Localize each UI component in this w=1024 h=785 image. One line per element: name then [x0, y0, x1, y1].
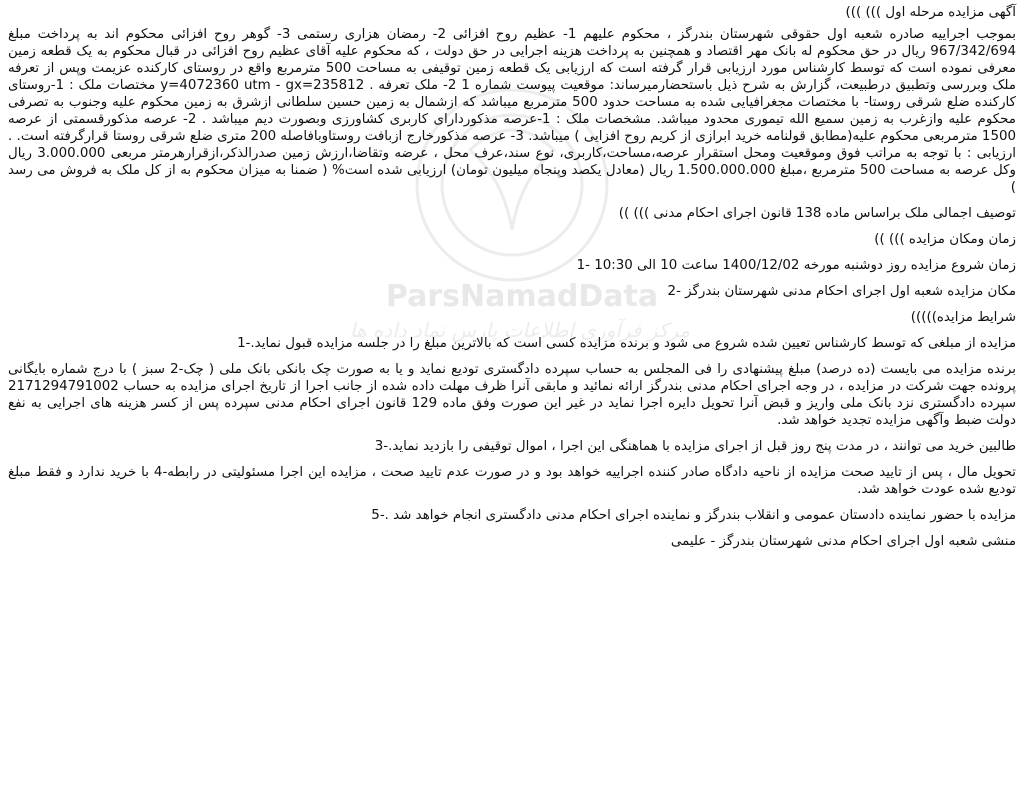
paragraph-condition-4: تحویل مال ، پس از تایید صحت مزایده از ناحیه دادگاه صادر کننده اجراییه خواهد بود و در صورت عدم تایید صحت ، مزایده این اجرا مسئولیتی در رابطه-4 با خرید ندارد و فقط مبلغ تودیع شده عودت خواهد شد.	[8, 465, 1016, 497]
watermark-tagline: مرکز فرآوری اطلاعات پارس نماد داده ها	[349, 318, 691, 342]
notice-title: آگهی مزایده مرحله اول ))) )))	[845, 5, 1016, 20]
paragraph-intro: بموجب اجراییه صادره شعبه اول حقوقی شهرستان بندرگز ، محکوم علیهم 1- عظیم روح افزائی 2- رمضان هزاری رستمی 3- گوهر روح افزائی محکوم اند به پرداخت مبلغ 967/342/694 ریال در حق محکوم له بانک مهر اقتصاد و همچنین به پرداخت هزینه اجرایی در حق دولت ، که محکوم علیه آقای عظیم روح افزائی در قبال محکوم به یک قطعه زمین معرفی نموده است که توسط کارشناس مورد ارزیابی قرار گرفته است که ارزیابی یک قطعه زمین توقیفی به مساحت 500 مترمربع واقع در روستای کارکنده عزیمت وپس از تعرفه ملک وبررسی وتطبیق درطبیعت، گزارش به شرح ذیل باستحضارمیرساند: موقعیت پیوست شماره 1 2- ملک تعرفه . y=4072360 utm - gx=235812 مختصات ملک : 1-روستای کارکنده ضلع شرقی روستا- با مختصات مجغرافیایی شده به مساحت حدود 500 مترمربع میباشد که ازشمال به زمین حسین سلطانی ازشرق به زمین محکوم علیه وجنوب به تصرفی محکوم علیه وازغرب به زمین سمیع الله تیموری محدود میباشد. مشخصات ملک : 1-عرصه مذکوردارای کاربری کشاورزی وبصورت دیم میباشد . 2- عرصه مذکورقسمتی از عرصه 1500 مترمربعی محکوم علیه(مطابق قولنامه خرید ابرازی از کریم روح افزایی ) میباشد. 3- عرصه مذکورخارج ازبافت روستاوبافاصله 200 متری ضلع شرقی روستا قرارگرفته است. . ارزیابی : با توجه به مراتب فوق وموقعیت ومحل استقرار عرصه،مساحت،کاربری، نوع سند،عرف محل ، عرضه وتقاضا،ارزش زمین صدرالذکر،ازقرارهرمتر مربعی 3.000.000 ریال وکل عرصه به مساحت 500 مترمربع ،مبلغ 1.500.000.000 ریال (معادل یکصد وپنجاه میلیون تومان) ارزیابی شده است% ( ضمنا به میزان محکوم به از کل ملک به فروش می رسد )	[8, 27, 1017, 195]
paragraph-signature: منشی شعبه اول اجرای احکام مدنی شهرستان بندرگز - علیمی	[670, 534, 1016, 549]
paragraph-conditions-heading: شرایط مزایده)))))	[910, 310, 1016, 325]
paragraph-time-place-heading: زمان ومکان مزایده ))) ))	[874, 232, 1016, 247]
paragraph-start-time: زمان شروع مزایده روز دوشنبه مورخه 1400/12/02 ساعت 10 الی 10:30 -1	[576, 258, 1016, 273]
paragraph-location: مکان مزایده شعبه اول اجرای احکام مدنی شهرستان بندرگز -2	[667, 284, 1016, 299]
watermark-brand: ParsNamadData	[385, 279, 659, 314]
paragraph-condition-1: مزایده از مبلغی که توسط کارشناس تعیین شده شروع می شود و برنده مزایده کسی است که بالاترین مبلغ را در جلسه مزایده قبول نماید.-1	[237, 336, 1016, 351]
paragraph-description-heading: توصیف اجمالی ملک براساس ماده 138 قانون اجرای احکام مدنی ))) ))	[618, 206, 1016, 221]
paragraph-condition-2: برنده مزایده می بایست (ده درصد) مبلغ پیشنهادی را فی المجلس به حساب سپرده دادگستری تودیع نماید و یا به صورت چک بانکی بانک ملی ( چک-2 سبز ) با درج شماره بایگانی پرونده جهت شرکت در مزایده ، در وجه اجرای احکام مدنی بندرگز ارائه نمائید و مابقی آنرا ظرف مهلت داده شده از جانب اجرا از تاریخ اجرای مزایده به حساب 2171294791002 سپرده دادگستری نزد بانک ملی واریز و قبض آنرا تحویل دایره اجرا نماید در غیر این صورت وفق ماده 129 قانون اجرای احکام مدنی سپرده پس از کسر هزینه های اجرایی به نفع دولت ضبط وآگهی مزایده تجدید خواهد شد.	[8, 362, 1017, 428]
paragraph-condition-5: مزایده با حضور نماینده دادستان عمومی و انقلاب بندرگز و نماینده اجرای احکام مدنی دادگستری انجام خواهد شد .-5	[371, 508, 1016, 523]
paragraph-condition-3: طالبین خرید می توانند ، در مدت پنج روز قبل از اجرای مزایده با هماهنگی این اجرا ، اموال توقیفی را بازدید نماید.-3	[374, 439, 1016, 454]
